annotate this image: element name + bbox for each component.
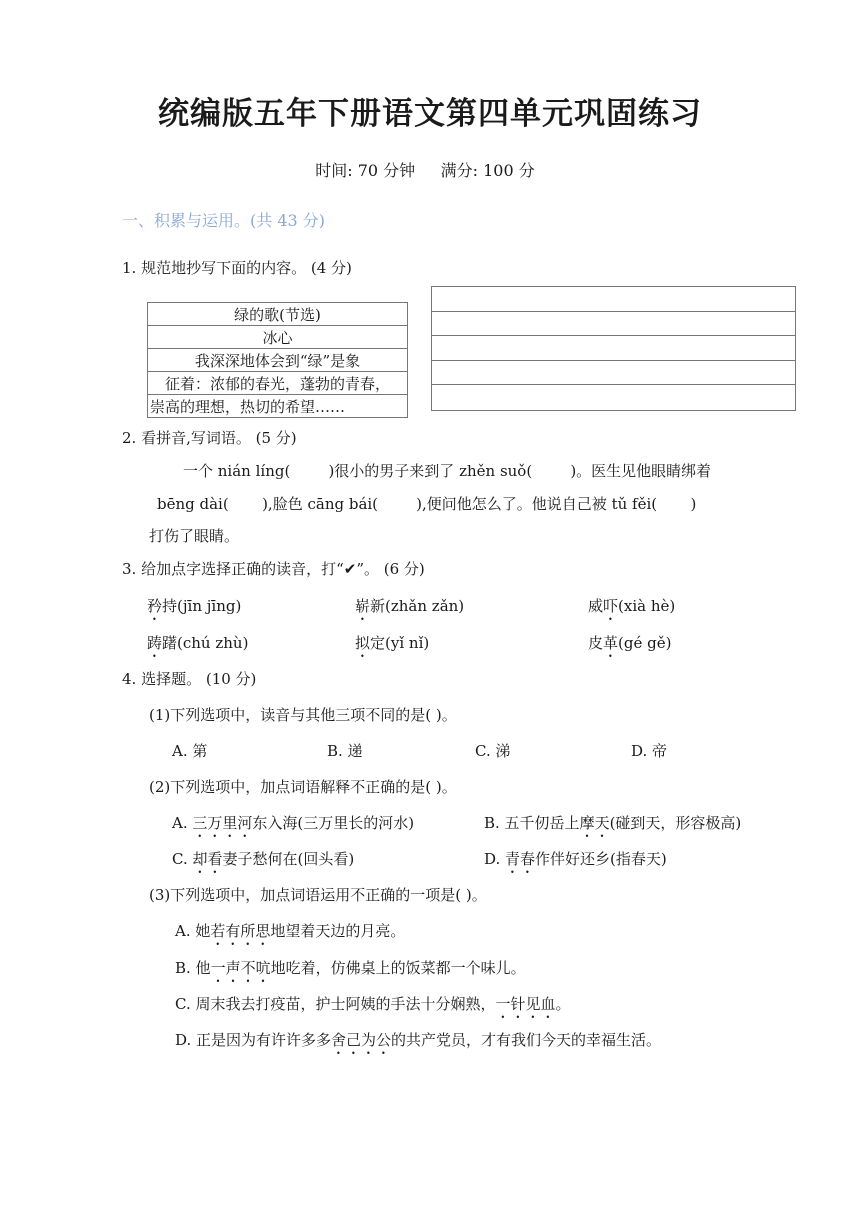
page-title: 统编版五年下册语文第四单元巩固练习 — [158, 96, 702, 132]
q2-prompt: 2. 看拼音,写词语。 (5 分) — [122, 429, 297, 447]
dotted-char: 踌 — [147, 634, 163, 652]
q4-sub2-prompt: (2)下列选项中，加点词语解释不正确的是( )。 — [149, 778, 457, 796]
q3-prompt: 3. 给加点字选择正确的读音，打“✔”。 (6 分) — [122, 560, 425, 578]
poem-line-1: 我深深地体会到“绿”是象 — [148, 349, 408, 372]
q3-item-1 — [147, 595, 241, 624]
option-text: C. 周末我去打疫苗，护士阿姨的手法十分娴熟， — [175, 995, 496, 1013]
q2-line-1: 一个 nián líng( )很小的男子来到了 zhěn suǒ( )。医生见他眼睛绑着 — [183, 462, 712, 480]
q4-sub2-option-a — [172, 812, 414, 841]
item-text: (gé gě) — [618, 634, 672, 652]
option-text: C. — [172, 850, 193, 868]
q4-sub3-option-c — [175, 993, 571, 1022]
q4-sub1-option-d: D. 帝 — [631, 742, 668, 760]
item-text: 持(jīn jīng) — [162, 597, 242, 615]
score-label: 满分: 100 分 — [440, 161, 535, 180]
item-text: (xià hè) — [618, 597, 676, 615]
dotted-char: 革 — [603, 634, 619, 652]
dotted-char: 矜 — [147, 597, 163, 615]
item-text: 威 — [588, 597, 604, 615]
q2-line-2: bēng dài( ),脸色 cāng bái( ),便问他怎么了。他说自己被 tǔ fěi( ) — [157, 495, 697, 513]
option-text: D. 正是因为有许许多多 — [175, 1031, 332, 1049]
dotted-word: 一声不吭 — [210, 959, 271, 977]
poem-line-3: 崇高的理想，热切的希望…… — [148, 395, 408, 418]
q3-item-5 — [355, 632, 429, 661]
dotted-word: 一针见血 — [495, 995, 556, 1013]
option-text: 作伴好还乡(指春天) — [535, 850, 667, 868]
dotted-char: 拟 — [355, 634, 371, 652]
q3-item-2 — [355, 595, 464, 624]
q4-sub3-option-a — [175, 920, 405, 949]
dotted-word: 青春 — [505, 850, 536, 868]
writing-line[interactable] — [432, 287, 795, 312]
option-text: 。 — [555, 995, 571, 1013]
dotted-char: 吓 — [603, 597, 619, 615]
option-text: B. 五千仞岳上 — [484, 814, 580, 832]
dotted-word: 若有所思 — [210, 922, 271, 940]
dotted-char: 崭 — [355, 597, 371, 615]
q4-sub2-option-b — [484, 812, 741, 841]
option-text: D. — [484, 850, 506, 868]
writing-line[interactable] — [432, 312, 795, 337]
writing-line[interactable] — [432, 385, 795, 409]
q3-item-6 — [588, 632, 671, 661]
option-text: A. — [172, 814, 193, 832]
q4-sub2-option-c — [172, 848, 354, 877]
item-text: 躇(chú zhù) — [162, 634, 249, 652]
option-text: B. 他 — [175, 959, 211, 977]
q4-sub3-option-d — [175, 1029, 661, 1058]
q4-sub1-option-b: B. 递 — [327, 742, 363, 760]
q4-sub3-prompt: (3)下列选项中，加点词语运用不正确的一项是( )。 — [149, 886, 487, 904]
item-text: 皮 — [588, 634, 604, 652]
q1-prompt: 1. 规范地抄写下面的内容。 (4 分) — [122, 259, 352, 277]
q2-line-3: 打伤了眼睛。 — [149, 527, 240, 545]
option-text: 的共产党员，才有我们今天的幸福生活。 — [391, 1031, 662, 1049]
dotted-word: 三万里河 — [192, 814, 253, 832]
q4-sub3-option-b — [175, 957, 526, 986]
option-text: (碰到天，形容极高) — [609, 814, 742, 832]
dotted-word: 摩天 — [579, 814, 610, 832]
copy-writing-grid[interactable] — [431, 286, 796, 411]
item-text: 新(zhǎn zǎn) — [370, 597, 465, 615]
poem-title: 绿的歌(节选) — [148, 303, 408, 326]
dotted-word: 却看 — [192, 850, 223, 868]
q3-item-4 — [147, 632, 248, 661]
writing-line[interactable] — [432, 336, 795, 361]
section-heading: 一、积累与运用。(共 43 分) — [122, 211, 326, 230]
q4-sub1-option-c: C. 涕 — [475, 742, 511, 760]
option-text: A. 她 — [175, 922, 211, 940]
poem-author: 冰心 — [148, 326, 408, 349]
item-text: 定(yǐ nǐ) — [370, 634, 430, 652]
poem-table — [147, 302, 408, 418]
q4-sub1-option-a: A. 第 — [172, 742, 208, 760]
option-text: 妻子愁何在(回头看) — [222, 850, 355, 868]
q3-item-3 — [588, 595, 675, 624]
time-label: 时间: 70 分钟 — [315, 161, 416, 180]
q4-prompt: 4. 选择题。 (10 分) — [122, 670, 257, 688]
poem-line-2: 征着：浓郁的春光，蓬勃的青春， — [148, 372, 408, 395]
dotted-word: 舍己为公 — [331, 1031, 392, 1049]
option-text: 地望着天边的月亮。 — [270, 922, 406, 940]
option-text: 东入海(三万里长的河水) — [252, 814, 415, 832]
q4-sub1-prompt: (1)下列选项中，读音与其他三项不同的是( )。 — [149, 706, 457, 724]
option-text: 地吃着，仿佛桌上的饭菜都一个味儿。 — [270, 959, 526, 977]
q4-sub2-option-d — [484, 848, 667, 877]
exam-info — [0, 158, 850, 181]
writing-line[interactable] — [432, 361, 795, 386]
